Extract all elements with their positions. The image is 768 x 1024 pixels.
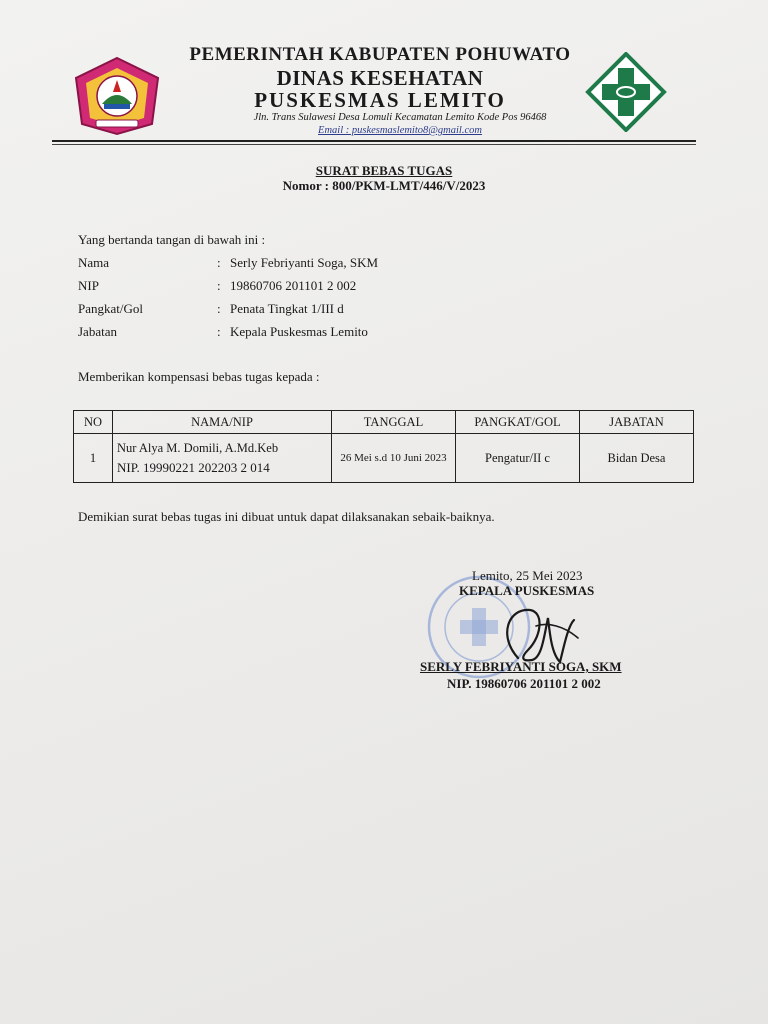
recipient-table (73, 410, 694, 483)
signer-position-value: Kepala Puskesmas Lemito (230, 324, 368, 339)
letterhead-rule-thin (52, 144, 696, 145)
letterhead-address: Jln. Trans Sulawesi Desa Lomuli Kecamatan Lemito Kode Pos 96468 (253, 112, 547, 123)
cell-nip: NIP. 19990221 202203 2 014 (117, 459, 270, 475)
letterhead-clinic: PUSKESMAS LEMITO (254, 88, 506, 112)
letter-number: Nomor : 800/PKM-LMT/446/V/2023 (282, 178, 486, 193)
cell-tanggal: 26 Mei s.d 10 Juni 2023 (332, 434, 456, 483)
letterhead-email[interactable]: Email : puskesmaslemito8@gmail.com (318, 125, 482, 136)
table-header-row (74, 411, 694, 434)
signer-colon: : (217, 324, 221, 339)
sign-place-date: Lemito, 25 Mei 2023 (472, 568, 583, 583)
letter-title: SURAT BEBAS TUGAS (315, 163, 453, 178)
signer-nip-label: NIP (78, 278, 99, 293)
cell-nama-nip (113, 434, 332, 483)
signer-name-label: Nama (78, 255, 110, 270)
signer-colon: : (217, 301, 221, 316)
cell-no: 1 (74, 434, 113, 483)
cell-jabatan: Bidan Desa (580, 434, 694, 483)
signer-colon: : (217, 278, 221, 293)
letterhead-government: PEMERINTAH KABUPATEN POHUWATO (189, 44, 571, 65)
recipient-intro: Memberikan kompensasi bebas tugas kepada : (78, 369, 320, 384)
header-nama-nip: NAMA/NIP (113, 411, 332, 434)
health-office-cross-logo-icon (584, 52, 668, 132)
regency-coat-of-arms-icon (72, 56, 162, 136)
sign-title: KEPALA PUSKESMAS (459, 583, 595, 598)
header-no: NO (74, 411, 113, 434)
signer-intro: Yang bertanda tangan di bawah ini : (78, 232, 266, 247)
signer-name-value: Serly Febriyanti Soga, SKM (230, 255, 379, 270)
header-pangkat: PANGKAT/GOL (456, 411, 580, 434)
signer-rank-value: Penata Tingkat 1/III d (230, 301, 344, 316)
table-row (74, 434, 694, 483)
letterhead-rule-thick (52, 140, 696, 142)
signer-nip-value: 19860706 201101 2 002 (230, 278, 357, 293)
closing-statement: Demikian surat bebas tugas ini dibuat untuk dapat dilaksanakan sebaik-baiknya. (78, 509, 495, 524)
sign-name: SERLY FEBRIYANTI SOGA, SKM (420, 659, 622, 674)
header-jabatan: JABATAN (580, 411, 694, 434)
header-tanggal: TANGGAL (332, 411, 456, 434)
letterhead-agency: DINAS KESEHATAN (276, 66, 484, 90)
signer-rank-label: Pangkat/Gol (78, 301, 143, 316)
signer-colon: : (217, 255, 221, 270)
cell-pangkat: Pengatur/II c (456, 434, 580, 483)
sign-nip: NIP. 19860706 201101 2 002 (447, 676, 601, 691)
signer-position-label: Jabatan (78, 324, 117, 339)
cell-nama: Nur Alya M. Domili, A.Md.Keb (117, 440, 279, 455)
